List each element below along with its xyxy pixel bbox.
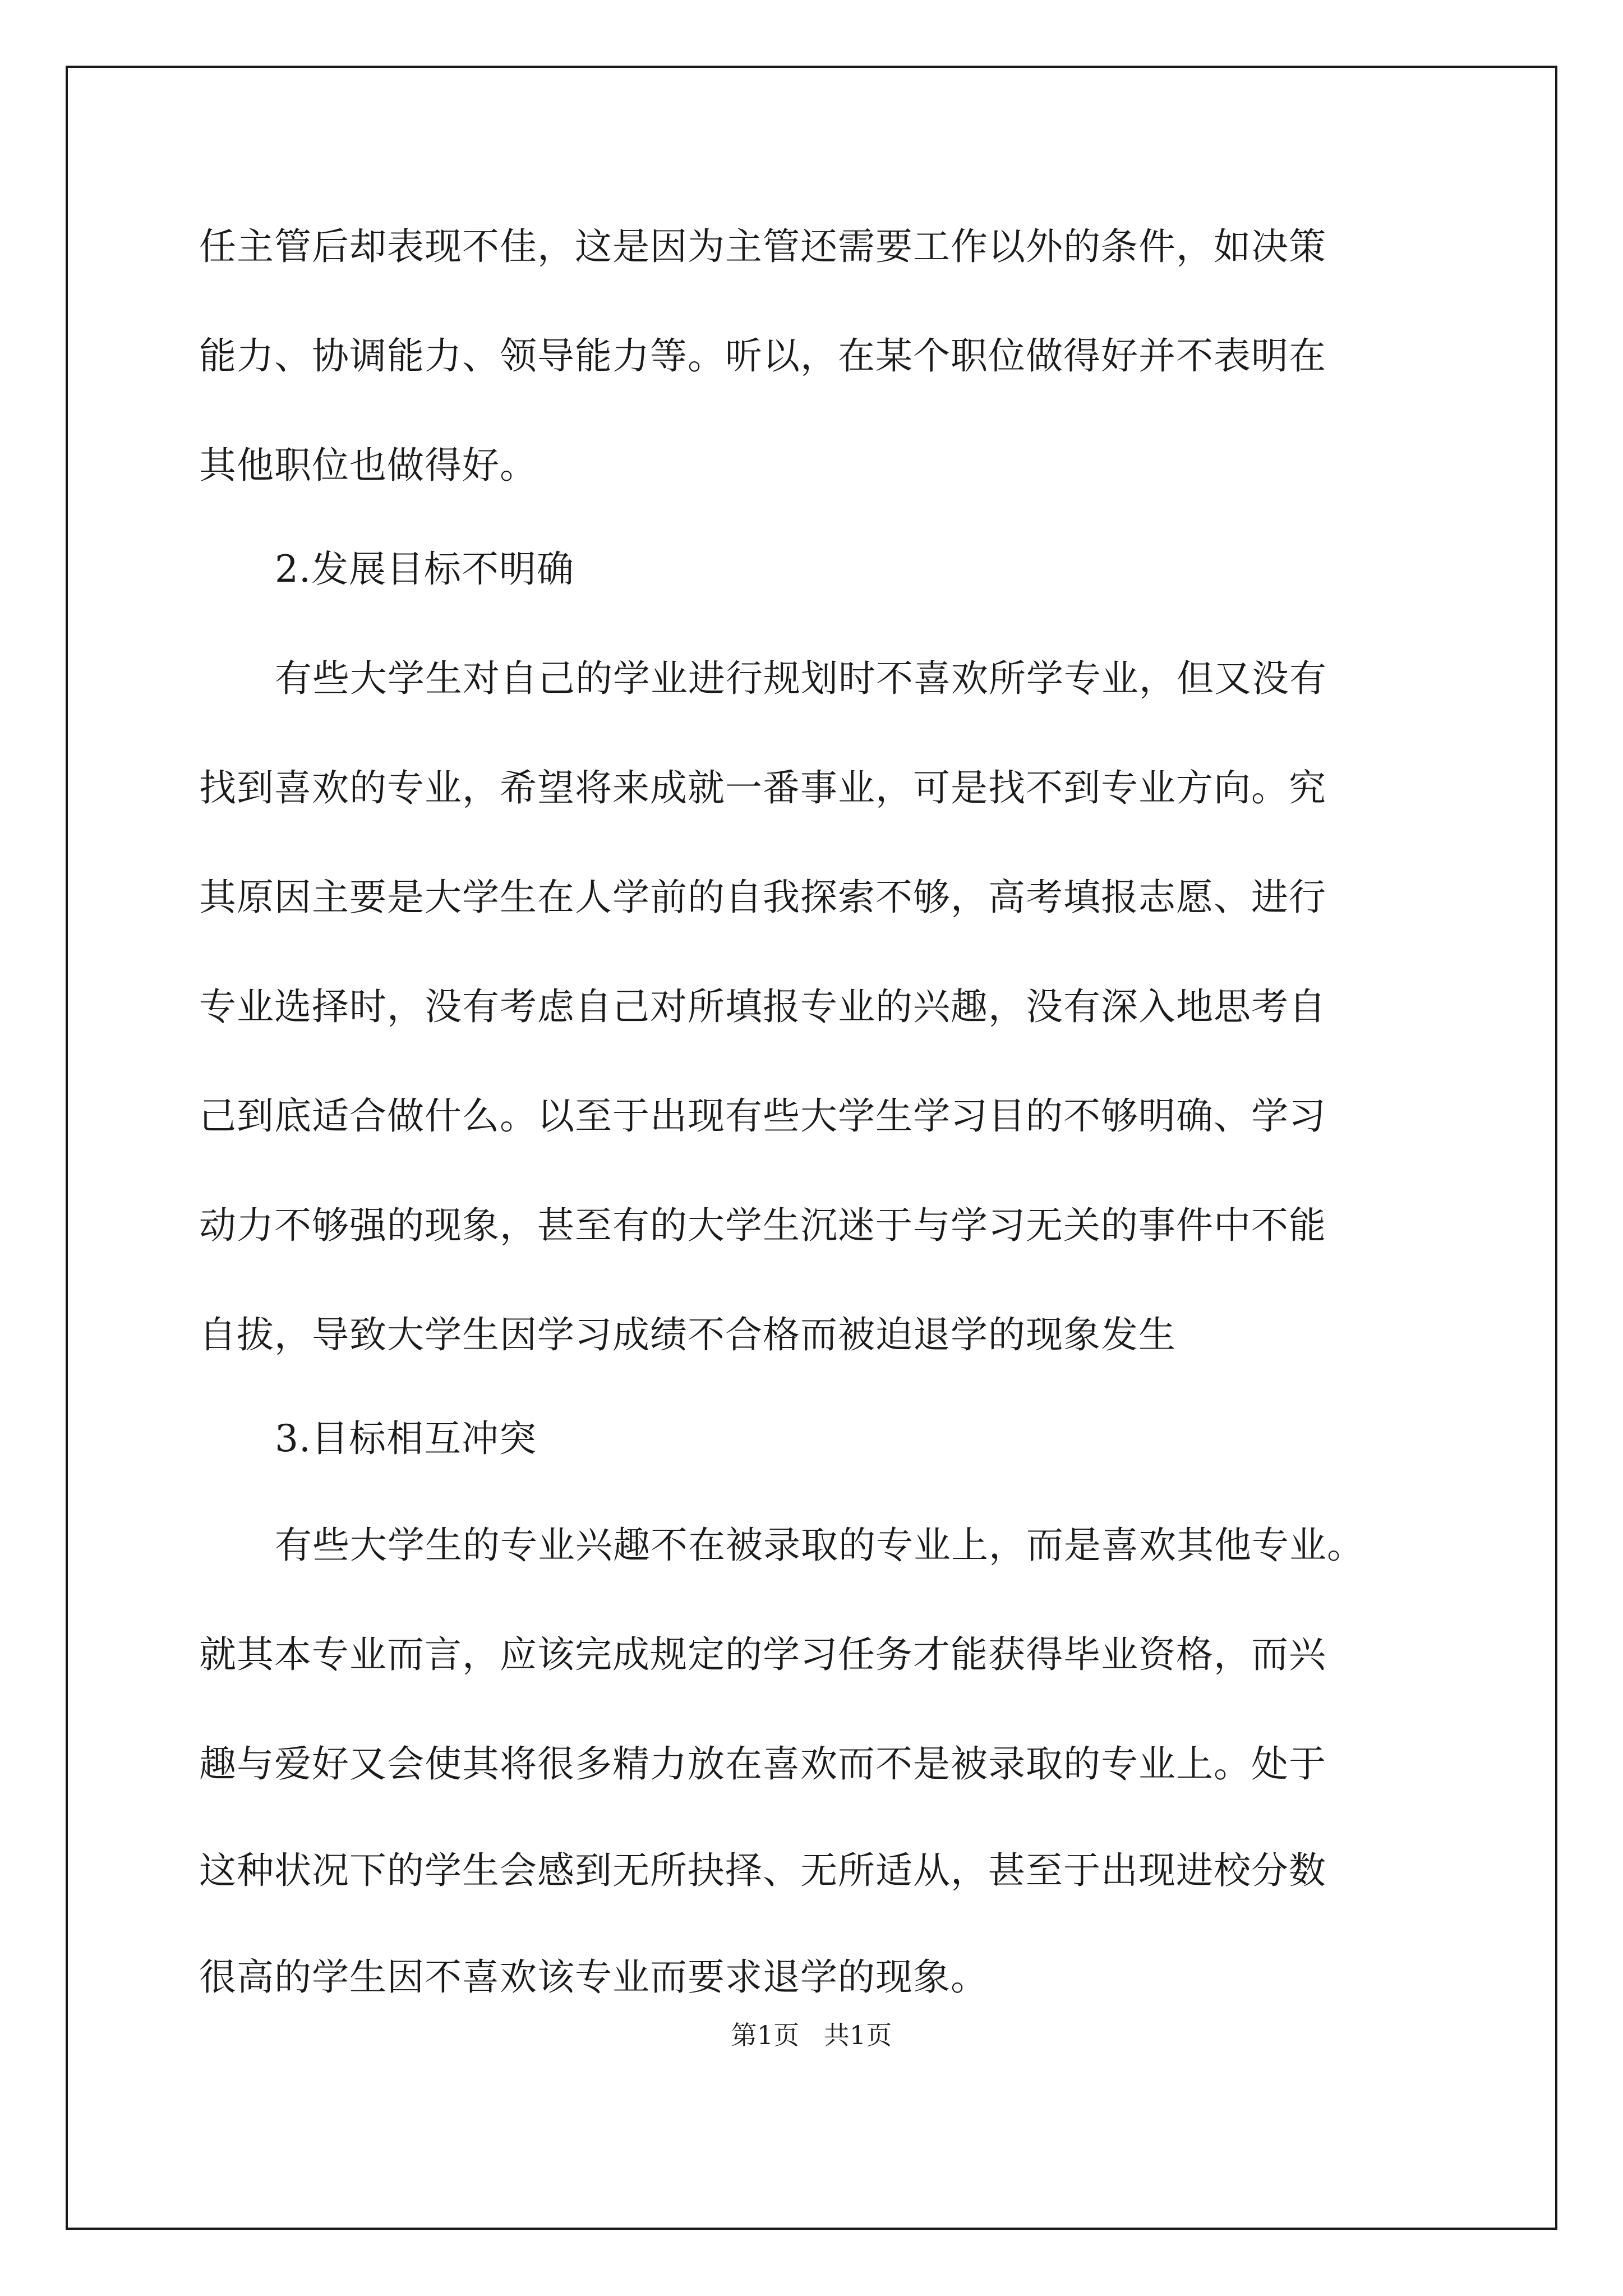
- body-line: 趣与爱好又会使其将很多精力放在喜欢而不是被录取的专业上。处于: [199, 1742, 1326, 1786]
- page-border: [66, 66, 1557, 2230]
- body-line: 专业选择时，没有考虑自己对所填报专业的兴趣，没有深入地思考自: [199, 985, 1326, 1028]
- body-line: 这种状况下的学生会感到无所抉择、无所适从，甚至于出现进校分数: [199, 1849, 1326, 1892]
- section-heading-3: 3.目标相互冲突: [275, 1417, 537, 1460]
- section-heading-2: 2.发展目标不明确: [275, 547, 574, 591]
- body-line: 己到底适合做什么。以至于出现有些大学生学习目的不够明确、学习: [199, 1094, 1326, 1138]
- body-line: 自拔，导致大学生因学习成绩不合格而被迫退学的现象发生: [199, 1313, 1176, 1356]
- body-line: 就其本专业而言，应该完成规定的学习任务才能获得毕业资格，而兴: [199, 1633, 1326, 1676]
- body-line: 其原因主要是大学生在人学前的自我探索不够，高考填报志愿、进行: [199, 876, 1326, 919]
- body-line: 任主管后却表现不佳，这是因为主管还需要工作以外的条件，如决策: [199, 225, 1326, 268]
- body-line: 很高的学生因不喜欢该专业而要求退学的现象。: [199, 1955, 988, 1999]
- page-number-footer: 第1页 共1页: [731, 2020, 892, 2050]
- body-line: 其他职位也做得好。: [199, 444, 537, 487]
- body-line: 找到喜欢的专业，希望将来成就一番事业，可是找不到专业方向。究: [199, 766, 1326, 809]
- body-line: 有些大学生的专业兴趣不在被录取的专业上，而是喜欢其他专业。: [275, 1524, 1364, 1567]
- body-line: 动力不够强的现象，甚至有的大学生沉迷于与学习无关的事件中不能: [199, 1204, 1326, 1247]
- body-line: 能力、协调能力、领导能力等。听以，在某个职位做得好并不表明在: [199, 334, 1326, 378]
- body-line: 有些大学生对自己的学业进行规划时不喜欢所学专业，但又没有: [275, 657, 1327, 700]
